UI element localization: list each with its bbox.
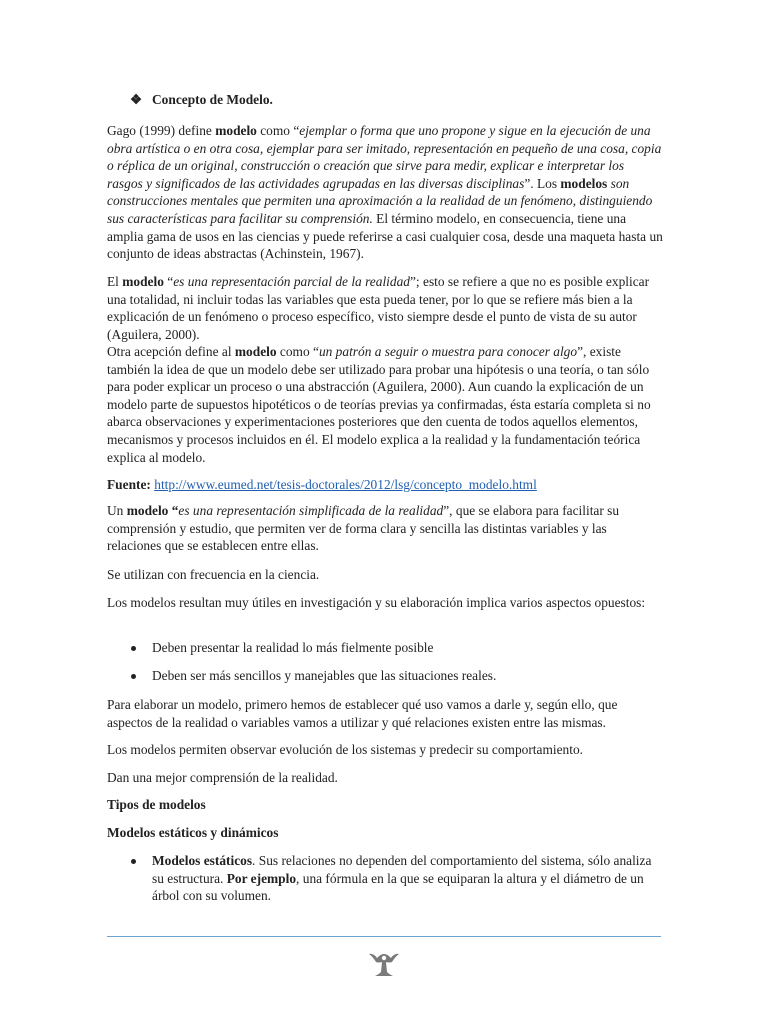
list-item-text: Deben ser más sencillos y manejables que las situaciones reales. <box>152 668 497 683</box>
paragraph-simplificada <box>107 502 663 555</box>
paragraph-otra-acepcion <box>107 343 663 466</box>
bold-term: Modelos estáticos <box>152 853 253 868</box>
bold-term: modelo <box>215 123 257 138</box>
bold-term: modelo “ <box>126 503 179 518</box>
fleuron-ornament-icon <box>368 950 400 980</box>
list-item-text <box>152 852 663 905</box>
text-run: , una fórmula en la que se equiparan la altura y el diámetro de un árbol con su volumen. <box>152 870 644 904</box>
text-run: ”, que se elabora para facilitar su comprensión y estudio, que permiten ver de forma clara y sencilla las distintas variables y las relaciones que se establecen entre ellas. <box>107 503 620 554</box>
text-run: como “ <box>256 123 300 138</box>
source-link[interactable]: http://www.eumed.net/tesis-doctorales/2012/lsg/concepto_modelo.html <box>154 477 537 492</box>
list-item-text: Deben presentar la realidad lo más fielmente posible <box>152 640 434 655</box>
paragraph-representacion-parcial <box>107 273 663 343</box>
text-run: . Sus relaciones no dependen del comportamiento del sistema, sólo analiza su estructura. <box>152 853 652 886</box>
source-label: Fuente: <box>107 477 151 492</box>
text-run: ”. Los <box>524 175 561 191</box>
text-run: El término modelo, en consecuencia, tiene una amplia gama de usos en las ciencias y puede referirse a casi cualquier cosa, desde una maqueta hasta un conjunto de ideas abstractas (Achinstein, 1967). <box>107 210 663 262</box>
text-run: ”; esto se refiere a que no es posible explicar una totalidad, ni incluir todas las variables que esta pueda tener, por lo que se refiere más bien a la explicación de un fenómeno o proceso específico, visto siempre desde el punto de vista de su autor (Aguilera, 2000). <box>107 274 650 342</box>
text-run: Gago (1999) define <box>107 123 216 138</box>
italic-quote: ejemplar o forma que uno propone y sigue en la ejecución de una obra artística o en otra cosa, ejemplar para ser imitado, representación en pequeño de una cosa, copia o réplica de un original, construcción o creación que sirve para medir, explicar e interpretar los rasgos y significados de las actividades agrupadas en las diversas disciplinas <box>107 123 662 191</box>
bold-term: Por ejemplo <box>226 870 297 886</box>
italic-quote: es una representación parcial de la realidad <box>173 274 410 289</box>
text-run: Otra acepción define al <box>107 344 235 359</box>
section-heading-text: Concepto de Modelo. <box>152 92 273 107</box>
bold-term: modelo <box>234 344 277 359</box>
list-item <box>107 667 663 685</box>
subheading-estaticos-dinamicos: Modelos estáticos y dinámicos <box>107 825 279 840</box>
list-item <box>107 639 663 657</box>
subheading-tipos: Tipos de modelos <box>107 797 206 812</box>
text-run: El <box>107 274 123 289</box>
text-run: ”, existe también la idea de que un modelo debe ser utilizado para probar una hipótesis o una teoría, o tan sólo para poder explicar un proceso o una abstracción (Aguilera, 2000). Aun cuando la explicación de un modelo parte de supuestos hipotéticos o de teorías previas ya confirmadas, ésta estaría completa si no abarca observaciones y experimentaciones posteriores que den cuenta de todos aquellos elementos, mecanismos y procesos incluidos en él. El modelo explica a la realidad y la fundamentación teórica explica al modelo. <box>107 344 651 465</box>
list-item <box>107 852 663 905</box>
text-run: como “ <box>276 344 319 359</box>
italic-quote: un patrón a seguir o muestra para conocer algo <box>318 344 578 359</box>
bullet-dot-icon <box>131 674 136 679</box>
section-heading <box>107 91 663 109</box>
paragraph-aspectos: Los modelos resultan muy útiles en investigación y su elaboración implica varios aspectos opuestos: <box>107 595 646 610</box>
source-line <box>107 476 663 494</box>
paragraph-ciencia: Se utilizan con frecuencia en la ciencia. <box>107 567 320 582</box>
italic-quote: son construcciones mentales que permiten una aproximación a la realidad de un fenómeno, distinguiendo sus características para facilitar su comprensión. <box>107 175 653 226</box>
italic-quote: es una representación simplificada de la realidad <box>178 503 444 518</box>
text-run: Un <box>107 503 127 518</box>
paragraph-evolucion: Los modelos permiten observar evolución de los sistemas y predecir su comportamiento. <box>107 742 583 757</box>
bullet-dot-icon <box>131 859 136 864</box>
text-run: “ <box>163 274 174 289</box>
bullet-dot-icon <box>131 646 136 651</box>
diamond-bullet-icon: ❖ <box>130 92 143 107</box>
paragraph-comprension: Dan una mejor comprensión de la realidad. <box>107 770 338 785</box>
bold-term: modelos <box>560 175 608 191</box>
footer-rule <box>107 936 661 937</box>
paragraph-elaborar: Para elaborar un modelo, primero hemos de establecer qué uso vamos a darle y, según ello, que aspectos de la realidad o variables vamos a utilizar y qué relaciones existen entre las mismas. <box>107 697 618 730</box>
paragraph-gago <box>107 122 663 263</box>
bold-term: modelo <box>122 274 164 289</box>
